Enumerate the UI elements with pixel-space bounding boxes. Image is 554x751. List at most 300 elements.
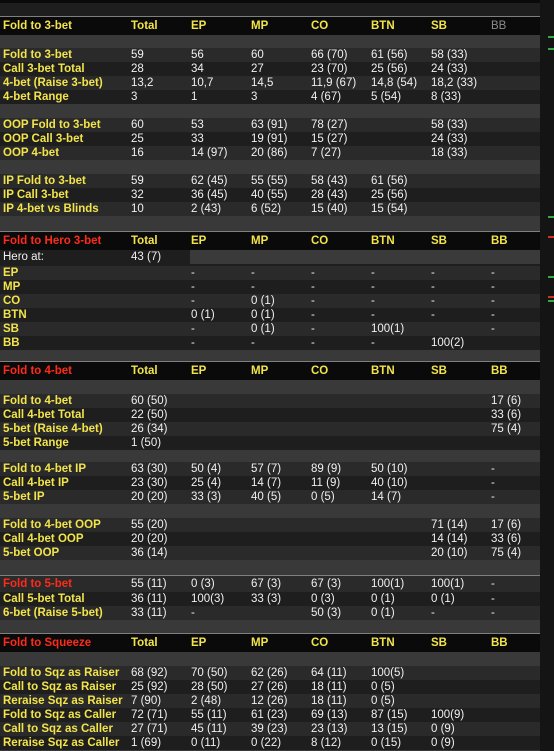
stat-label: BB: [3, 337, 20, 349]
stat-row[interactable]: [0, 476, 540, 490]
stat-value-mp: 19 (91): [251, 133, 288, 145]
stat-label: OOP 4-bet: [3, 147, 60, 159]
stat-value-co: 28 (43): [311, 189, 348, 201]
stat-label: 4-bet (Raise 3-bet): [3, 77, 103, 89]
stat-value-bb: 75 (4): [491, 547, 522, 559]
group-spacer: [0, 350, 540, 361]
column-header-bb[interactable]: BB: [491, 365, 508, 377]
stat-label: Fold to Sqz as Raiser: [3, 667, 120, 679]
stat-value-bb: -: [491, 323, 495, 335]
stat-value-btn: 15 (54): [371, 203, 408, 215]
stat-value-mp: 12 (26): [251, 695, 288, 707]
stat-value-mp: 33 (3): [251, 593, 282, 605]
stat-value-co: 50 (3): [311, 607, 342, 619]
stat-value-mp: 0 (1): [251, 295, 275, 307]
stat-label: Fold to Sqz as Caller: [3, 709, 117, 721]
stat-label: Call 3-bet Total: [3, 63, 85, 75]
stat-value-ep: 10,7: [191, 77, 214, 89]
section-title: Fold to 4-bet: [3, 365, 72, 377]
column-header-ep[interactable]: EP: [191, 235, 207, 247]
stat-row[interactable]: [0, 680, 540, 694]
stat-row[interactable]: [0, 422, 540, 436]
stat-value-co: -: [311, 309, 315, 321]
stat-value-co: 78 (27): [311, 119, 348, 131]
stat-value-total: 32: [131, 189, 144, 201]
stat-value-ep: 56: [191, 49, 204, 61]
hero-at-fill: [190, 250, 540, 264]
stat-value-ep: 100(3): [191, 593, 225, 605]
stat-value-sb: 24 (33): [431, 133, 468, 145]
stat-value-mp: 14,5: [251, 77, 274, 89]
stat-value-mp: -: [251, 267, 255, 279]
stat-value-bb: -: [491, 578, 495, 590]
stat-value-btn: 14,8 (54): [371, 77, 418, 89]
stat-value-btn: -: [371, 281, 375, 293]
stat-value-mp: 3: [251, 91, 258, 103]
stat-value-co: -: [311, 267, 315, 279]
stat-label: Reraise Sqz as Raiser: [3, 695, 123, 707]
stat-row[interactable]: [0, 394, 540, 408]
hero-at-row: [0, 250, 540, 264]
stat-row[interactable]: [0, 606, 540, 620]
hero-at-label: Hero at:: [3, 251, 44, 263]
stat-value-sb: 58 (33): [431, 49, 468, 61]
stat-value-ep: 62 (45): [191, 175, 228, 187]
edge-marker: [548, 276, 554, 278]
stat-row[interactable]: [0, 294, 540, 308]
stat-value-total: 26 (34): [131, 423, 168, 435]
stat-row[interactable]: [0, 174, 540, 188]
column-header-ep[interactable]: EP: [191, 365, 207, 377]
stat-row[interactable]: [0, 90, 540, 104]
stat-value-btn: 50 (10): [371, 463, 408, 475]
stat-value-ep: 34: [191, 63, 204, 75]
stat-row[interactable]: [0, 322, 540, 336]
stat-value-co: 89 (9): [311, 463, 342, 475]
stat-row[interactable]: [0, 76, 540, 90]
stat-label: Call 5-bet Total: [3, 593, 85, 605]
column-header-btn[interactable]: BTN: [371, 235, 395, 247]
stat-value-total: 3: [131, 91, 138, 103]
stat-row[interactable]: [0, 518, 540, 532]
edge-marker: [548, 296, 554, 298]
stat-value-ep: 33 (3): [191, 491, 222, 503]
stat-label: OOP Call 3-bet: [3, 133, 84, 145]
column-header-sb[interactable]: SB: [431, 365, 447, 377]
stat-value-sb: 58 (33): [431, 119, 468, 131]
column-header-co[interactable]: CO: [311, 235, 329, 247]
stat-value-bb: 33 (6): [491, 533, 522, 545]
stat-value-co: 18 (11): [311, 681, 347, 693]
stat-value-ep: 50 (4): [191, 463, 222, 475]
stat-value-bb: -: [491, 607, 495, 619]
stat-value-mp: 63 (91): [251, 119, 288, 131]
stat-value-sb: -: [431, 281, 435, 293]
column-header-ep[interactable]: EP: [191, 20, 207, 32]
column-header-ep[interactable]: EP: [191, 637, 207, 649]
stat-value-co: 23 (70): [311, 63, 348, 75]
stat-value-mp: 40 (55): [251, 189, 288, 201]
stat-value-bb: -: [491, 593, 495, 605]
stat-value-co: 23 (13): [311, 723, 348, 735]
stat-value-sb: -: [431, 267, 435, 279]
stat-value-total: 20 (20): [131, 491, 168, 503]
stat-value-total: 25 (92): [131, 681, 168, 693]
stat-row[interactable]: [0, 266, 540, 280]
stat-value-sb: 71 (14): [431, 519, 468, 531]
stat-label: IP Fold to 3-bet: [3, 175, 86, 187]
stat-row[interactable]: [0, 576, 540, 592]
stat-value-sb: 100(2): [431, 337, 465, 349]
stat-value-btn: 61 (56): [371, 49, 408, 61]
stat-row[interactable]: [0, 188, 540, 202]
stat-label: 4-bet Range: [3, 91, 69, 103]
stat-value-co: 58 (43): [311, 175, 348, 187]
stat-value-bb: -: [491, 309, 495, 321]
stat-value-btn: 5 (54): [371, 91, 402, 103]
stat-value-mp: 0 (1): [251, 323, 275, 335]
stat-value-total: 16: [131, 147, 144, 159]
stat-value-co: 15 (27): [311, 133, 348, 145]
cropped-title-bar: [0, 0, 540, 3]
stat-label: Call 4-bet OOP: [3, 533, 84, 545]
stat-value-ep: -: [191, 337, 195, 349]
stat-value-mp: 55 (55): [251, 175, 288, 187]
stat-value-co: -: [311, 281, 315, 293]
stat-value-btn: 0 (1): [371, 607, 395, 619]
stat-value-mp: 27 (26): [251, 681, 288, 693]
stat-value-ep: -: [191, 281, 195, 293]
stat-label: 6-bet (Raise 5-bet): [3, 607, 103, 619]
stat-label: Reraise Sqz as Caller: [3, 737, 120, 749]
stat-value-ep: -: [191, 267, 195, 279]
column-header-co[interactable]: CO: [311, 637, 329, 649]
stat-value-co: 0 (5): [311, 491, 335, 503]
section-header: [0, 362, 540, 380]
stat-value-btn: 100(1): [371, 578, 405, 590]
stat-value-total: 36 (11): [131, 593, 167, 605]
column-header-sb[interactable]: SB: [431, 20, 447, 32]
hero-at-total: 43 (7): [131, 251, 162, 263]
stat-value-ep: 55 (11): [191, 709, 227, 721]
stat-label: IP 4-bet vs Blinds: [3, 203, 99, 215]
edge-marker: [548, 48, 554, 50]
group-spacer: [0, 160, 540, 174]
stat-row[interactable]: [0, 436, 540, 450]
stat-value-co: 15 (40): [311, 203, 348, 215]
stat-value-total: 59: [131, 175, 144, 187]
stat-value-co: 4 (67): [311, 91, 342, 103]
stat-value-sb: 24 (33): [431, 63, 468, 75]
stat-label: Fold to 5-bet: [3, 578, 72, 590]
stat-row[interactable]: [0, 722, 540, 736]
stat-value-btn: 100(1): [371, 323, 405, 335]
group-spacer: [0, 560, 540, 575]
group-spacer: [0, 216, 540, 231]
stat-value-btn: -: [371, 309, 375, 321]
stat-value-mp: -: [251, 337, 255, 349]
stat-value-mp: 0 (1): [251, 309, 275, 321]
stat-value-total: 7 (90): [131, 695, 162, 707]
stat-value-btn: 0 (5): [371, 695, 395, 707]
stat-row[interactable]: [0, 336, 540, 350]
stat-value-ep: 25 (4): [191, 477, 222, 489]
stat-value-sb: -: [431, 309, 435, 321]
stat-label: Fold to 4-bet OOP: [3, 519, 101, 531]
stat-value-sb: -: [431, 295, 435, 307]
stat-value-mp: 14 (7): [251, 477, 282, 489]
stat-value-total: 33 (11): [131, 607, 167, 619]
stat-value-sb: 100(1): [431, 578, 465, 590]
stat-value-total: 63 (30): [131, 463, 168, 475]
stat-value-mp: 67 (3): [251, 578, 282, 590]
stat-row[interactable]: [0, 736, 540, 750]
stat-row[interactable]: [0, 48, 540, 62]
stat-value-mp: 27: [251, 63, 264, 75]
section-header: [0, 634, 540, 652]
stat-row[interactable]: [0, 132, 540, 146]
group-spacer: [0, 620, 540, 633]
column-header-btn[interactable]: BTN: [371, 637, 395, 649]
column-header-total[interactable]: Total: [131, 235, 158, 247]
stat-label: BTN: [3, 309, 27, 321]
stat-value-total: 55 (11): [131, 578, 167, 590]
stat-value-btn: 13 (15): [371, 723, 408, 735]
stat-value-co: 7 (27): [311, 147, 342, 159]
column-header-total[interactable]: Total: [131, 637, 158, 649]
stat-label: SB: [3, 323, 19, 335]
stat-value-ep: 0 (11): [191, 737, 221, 749]
stat-value-total: 27 (71): [131, 723, 168, 735]
edge-marker: [548, 300, 554, 302]
column-header-mp[interactable]: MP: [251, 235, 269, 247]
stat-label: EP: [3, 267, 19, 279]
stat-value-sb: -: [431, 607, 435, 619]
stat-value-btn: 14 (7): [371, 491, 402, 503]
stat-value-btn: 87 (15): [371, 709, 408, 721]
stat-label: OOP Fold to 3-bet: [3, 119, 101, 131]
stat-value-total: 28: [131, 63, 144, 75]
stat-value-co: 67 (3): [311, 578, 342, 590]
column-header-co[interactable]: CO: [311, 365, 329, 377]
section-header: [0, 17, 540, 35]
stat-value-btn: 0 (15): [371, 737, 402, 749]
column-header-mp[interactable]: MP: [251, 637, 269, 649]
stat-value-bb: -: [491, 477, 495, 489]
stat-value-ep: 2 (48): [191, 695, 222, 707]
edge-marker: [548, 236, 554, 238]
stat-value-total: 72 (71): [131, 709, 168, 721]
stat-row[interactable]: [0, 408, 540, 422]
column-header-btn[interactable]: BTN: [371, 20, 395, 32]
stat-value-bb: -: [491, 295, 495, 307]
stat-value-bb: -: [491, 281, 495, 293]
stat-value-ep: 2 (43): [191, 203, 222, 215]
stat-label: Fold to 3-bet: [3, 49, 72, 61]
stat-value-total: 36 (14): [131, 547, 168, 559]
stat-label: Call to Sqz as Caller: [3, 723, 113, 735]
stat-value-ep: 28 (50): [191, 681, 228, 693]
column-header-mp[interactable]: MP: [251, 365, 269, 377]
column-header-bb[interactable]: BB: [491, 637, 508, 649]
stat-value-btn: 40 (10): [371, 477, 408, 489]
stat-value-ep: -: [191, 607, 195, 619]
stat-label: 5-bet Range: [3, 437, 69, 449]
stat-value-bb: 33 (6): [491, 409, 522, 421]
stat-value-ep: 36 (45): [191, 189, 228, 201]
stat-value-total: 59: [131, 49, 144, 61]
section-title: Fold to 3-bet: [3, 20, 72, 32]
column-header-sb[interactable]: SB: [431, 637, 447, 649]
stat-value-co: 11,9 (67): [311, 77, 357, 89]
stat-value-mp: 60: [251, 49, 264, 61]
group-spacer: [0, 35, 540, 48]
stat-row[interactable]: [0, 490, 540, 504]
stat-value-ep: 53: [191, 119, 204, 131]
column-header-mp[interactable]: MP: [251, 20, 269, 32]
stat-row[interactable]: [0, 118, 540, 132]
stat-row[interactable]: [0, 532, 540, 546]
stat-value-btn: 0 (1): [371, 593, 395, 605]
stat-value-btn: -: [371, 295, 375, 307]
group-spacer: [0, 652, 540, 666]
stat-value-bb: 17 (6): [491, 395, 522, 407]
stat-label: Fold to 4-bet IP: [3, 463, 87, 475]
stat-value-ep: 1: [191, 91, 198, 103]
stat-label: Call 4-bet Total: [3, 409, 85, 421]
stat-value-mp: 0 (22): [251, 737, 282, 749]
stat-value-sb: 20 (10): [431, 547, 468, 559]
stat-value-ep: 70 (50): [191, 667, 228, 679]
stat-value-bb: 75 (4): [491, 423, 522, 435]
column-header-bb[interactable]: BB: [491, 235, 508, 247]
stat-value-total: 1 (50): [131, 437, 162, 449]
stat-value-total: 1 (69): [131, 737, 162, 749]
stat-value-sb: 0 (1): [431, 593, 455, 605]
stat-row[interactable]: [0, 62, 540, 76]
stat-value-co: 18 (11): [311, 695, 347, 707]
stat-label: Call to Sqz as Raiser: [3, 681, 117, 693]
stat-value-mp: -: [251, 281, 255, 293]
stat-value-total: 55 (20): [131, 519, 168, 531]
stat-value-co: 11 (9): [311, 477, 341, 489]
stat-row[interactable]: [0, 308, 540, 322]
stat-value-btn: -: [371, 337, 375, 349]
stat-value-sb: 18,2 (33): [431, 77, 478, 89]
stat-value-total: 13,2: [131, 77, 154, 89]
edge-marker: [548, 36, 554, 38]
stat-value-total: 60 (50): [131, 395, 168, 407]
stat-row[interactable]: [0, 666, 540, 680]
column-header-sb[interactable]: SB: [431, 235, 447, 247]
stat-value-co: 0 (3): [311, 593, 335, 605]
stat-value-sb: 14 (14): [431, 533, 468, 545]
stat-value-sb: 0 (9): [431, 737, 455, 749]
stat-row[interactable]: [0, 202, 540, 216]
column-header-co[interactable]: CO: [311, 20, 329, 32]
stat-value-co: -: [311, 337, 315, 349]
stat-label: MP: [3, 281, 21, 293]
stat-value-bb: 17 (6): [491, 519, 522, 531]
column-header-total[interactable]: Total: [131, 20, 158, 32]
stat-value-btn: 25 (56): [371, 63, 408, 75]
stat-value-mp: 61 (23): [251, 709, 288, 721]
section-header: [0, 232, 540, 250]
stat-value-co: 8 (12): [311, 737, 342, 749]
stat-value-mp: 39 (23): [251, 723, 288, 735]
section-title: Fold to Squeeze: [3, 637, 92, 649]
stat-value-co: -: [311, 295, 315, 307]
stat-row[interactable]: [0, 592, 540, 606]
edge-marker: [548, 216, 554, 218]
section-title: Fold to Hero 3-bet: [3, 235, 102, 247]
stat-value-btn: 61 (56): [371, 175, 408, 187]
stat-value-co: -: [311, 323, 315, 335]
stat-row[interactable]: [0, 694, 540, 708]
stat-row[interactable]: [0, 708, 540, 722]
stat-value-ep: -: [191, 323, 195, 335]
stat-row[interactable]: [0, 280, 540, 294]
stat-label: Call 4-bet IP: [3, 477, 69, 489]
stat-value-total: 23 (30): [131, 477, 168, 489]
stat-value-ep: 0 (1): [191, 309, 215, 321]
column-header-bb[interactable]: BB: [491, 20, 507, 32]
stat-value-total: 25: [131, 133, 144, 145]
stat-value-ep: -: [191, 295, 195, 307]
stat-value-bb: -: [491, 463, 495, 475]
stat-value-btn: 25 (56): [371, 189, 408, 201]
stat-row[interactable]: [0, 462, 540, 476]
stat-value-co: 69 (13): [311, 709, 348, 721]
stat-label: Fold to 4-bet: [3, 395, 72, 407]
stat-value-ep: 45 (11): [191, 723, 227, 735]
stat-value-bb: -: [491, 491, 495, 503]
stat-value-co: 66 (70): [311, 49, 348, 61]
stat-value-co: 64 (11): [311, 667, 347, 679]
stat-value-sb: 0 (9): [431, 723, 455, 735]
group-spacer: [0, 450, 540, 462]
group-spacer: [0, 380, 540, 394]
stat-label: 5-bet (Raise 4-bet): [3, 423, 103, 435]
stat-value-total: 22 (50): [131, 409, 168, 421]
stat-value-ep: 33: [191, 133, 204, 145]
stat-row[interactable]: [0, 546, 540, 560]
stat-value-total: 10: [131, 203, 144, 215]
group-spacer: [0, 504, 540, 518]
side-scroll-strip[interactable]: [540, 0, 554, 751]
stat-value-ep: 14 (97): [191, 147, 228, 159]
stat-value-total: 68 (92): [131, 667, 168, 679]
stat-value-mp: 6 (52): [251, 203, 282, 215]
stat-value-btn: 0 (5): [371, 681, 395, 693]
stat-row[interactable]: [0, 146, 540, 160]
stat-value-mp: 57 (7): [251, 463, 282, 475]
stat-value-sb: 18 (33): [431, 147, 468, 159]
column-header-btn[interactable]: BTN: [371, 365, 395, 377]
stat-value-mp: 40 (5): [251, 491, 282, 503]
column-header-total[interactable]: Total: [131, 365, 158, 377]
stat-value-btn: -: [371, 267, 375, 279]
stat-value-total: 60: [131, 119, 144, 131]
group-spacer: [0, 104, 540, 118]
stat-value-ep: 0 (3): [191, 578, 215, 590]
stat-label: CO: [3, 295, 21, 307]
stat-value-mp: 62 (26): [251, 667, 288, 679]
stat-value-bb: -: [491, 267, 495, 279]
stat-label: IP Call 3-bet: [3, 189, 69, 201]
stat-value-mp: 20 (86): [251, 147, 288, 159]
stat-value-sb: 8 (33): [431, 91, 462, 103]
